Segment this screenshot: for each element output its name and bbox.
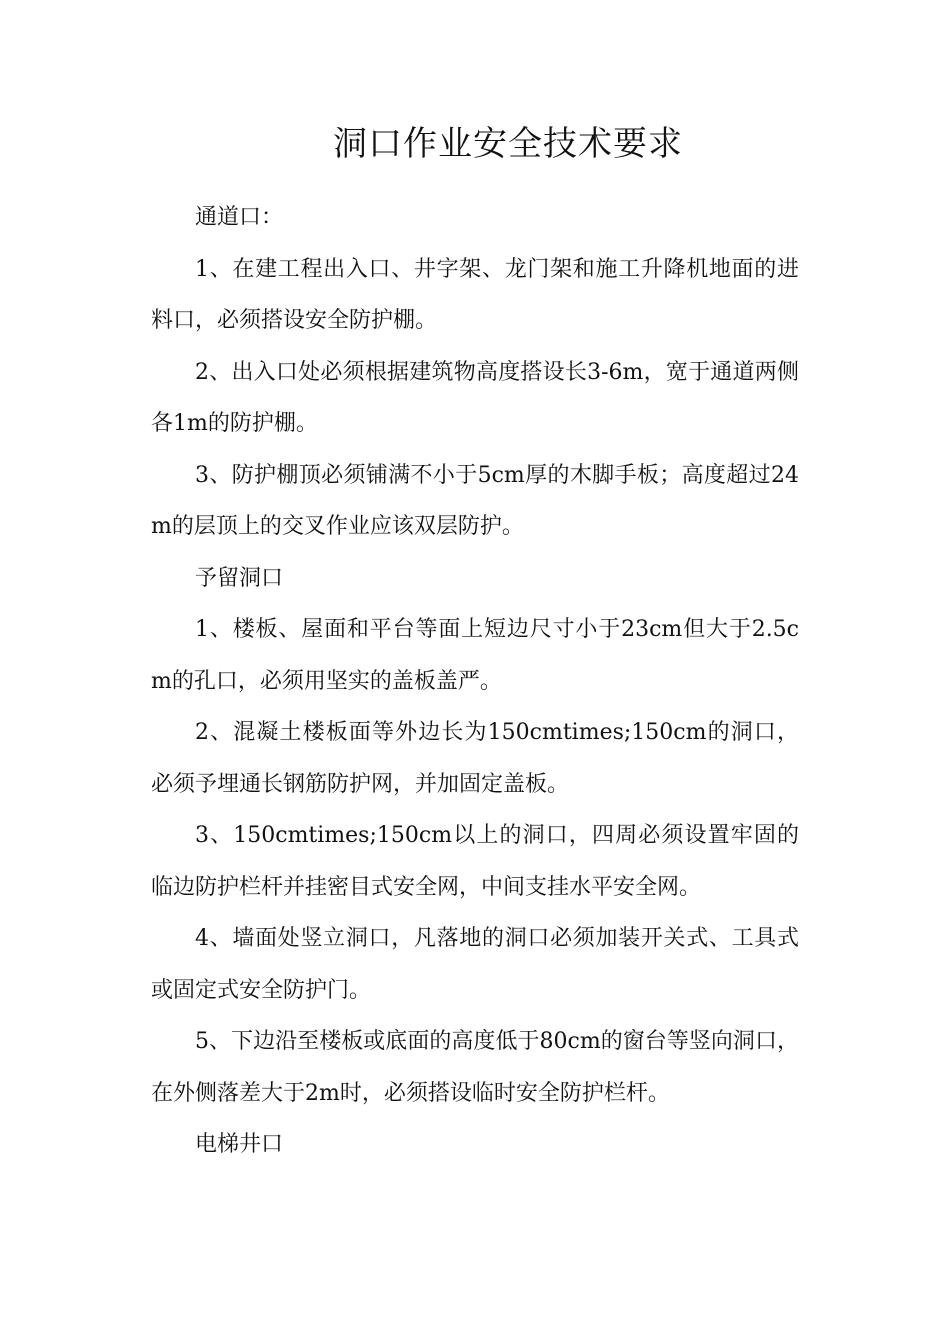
paragraph: 3、150cmtimes;150cm以上的洞口，四周必须设置牢固的临边防护栏杆并挂密目式安全网，中间支挂水平安全网。 [151,823,799,900]
paragraph: 1、在建工程出入口、井字架、龙门架和施工升降机地面的进料口，必须搭设安全防护棚。 [151,256,799,333]
document-body [151,192,799,1171]
section-heading-elevator-shaft: 电梯井口 [195,1132,284,1157]
paragraph: 1、楼板、屋面和平台等面上短边尺寸小于23cm但大于2.5cm的孔口，必须用坚实的盖板盖严。 [151,617,799,694]
section-heading-passage: 通道口： [195,205,284,230]
document-title: 洞口作业安全技术要求 [333,124,683,164]
section-heading-reserved-openings: 予留洞口 [195,565,284,591]
paragraph: 2、出入口处必须根据建筑物高度搭设长3-6m，宽于通道两侧各1m的防护棚。 [151,359,799,436]
paragraph: 2、混凝土楼板面等外边长为150cmtimes;150cm的洞口，必须予埋通长钢筋防护网，并加固定盖板。 [151,720,799,797]
paragraph: 4、墙面处竖立洞口，凡落地的洞口必须加装开关式、工具式或固定式安全防护门。 [151,926,799,1003]
paragraph: 5、下边沿至楼板或底面的高度低于80cm的窗台等竖向洞口，在外侧落差大于2m时，必须搭设临时安全防护栏杆。 [151,1029,799,1106]
paragraph: 3、防护棚顶必须铺满不小于5cm厚的木脚手板；高度超过24m的层顶上的交叉作业应该双层防护。 [151,462,799,539]
